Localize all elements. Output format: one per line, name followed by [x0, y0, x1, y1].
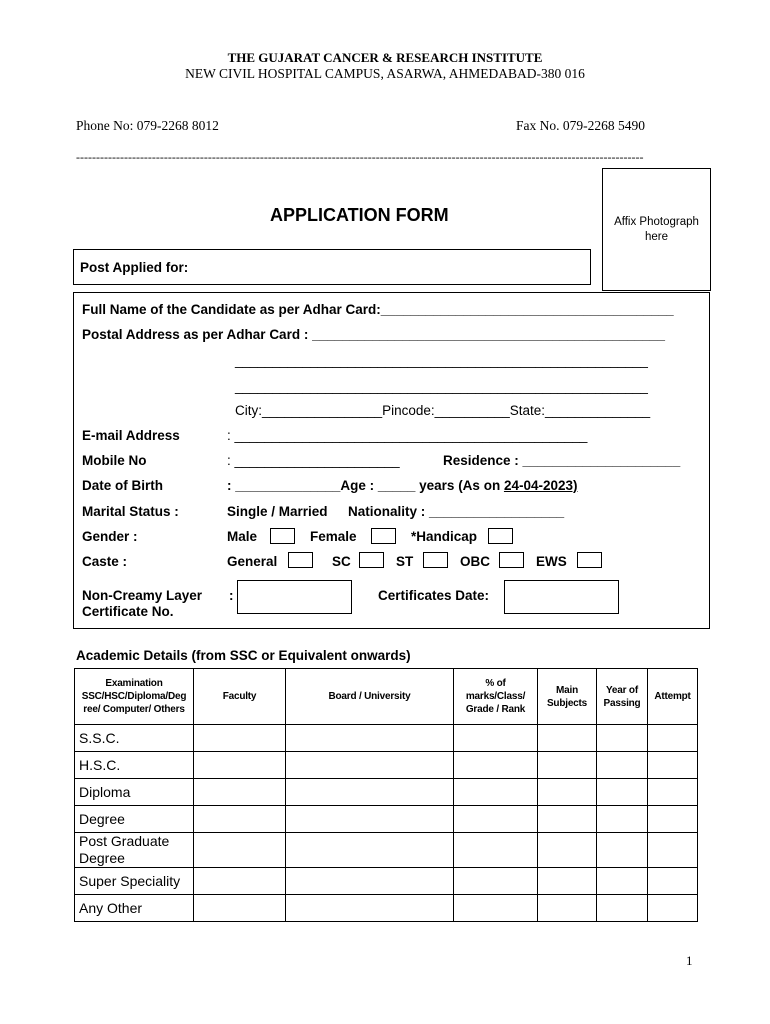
table-header-row [75, 669, 698, 725]
attempt-cell[interactable] [648, 868, 698, 895]
board-cell[interactable] [286, 895, 454, 922]
photo-label-1: Affix Photograph [614, 216, 699, 228]
row-label: S.S.C. [75, 725, 194, 752]
marks-cell[interactable] [454, 868, 538, 895]
caste-sc-checkbox[interactable] [359, 552, 384, 568]
caste-ews-label: EWS [536, 554, 567, 569]
fax-number: Fax No. 079-2268 5490 [516, 118, 645, 133]
dob-field[interactable] [227, 478, 578, 493]
attempt-cell[interactable] [648, 779, 698, 806]
faculty-cell[interactable] [194, 868, 286, 895]
table-row [75, 725, 698, 752]
year-cell[interactable] [597, 752, 648, 779]
faculty-cell[interactable] [194, 833, 286, 868]
header-marks: % of marks/Class/ Grade / Rank [454, 669, 538, 725]
email-field[interactable]: : _______________________________________________ [227, 428, 588, 443]
board-cell[interactable] [286, 725, 454, 752]
certificates-date-input[interactable] [504, 580, 619, 614]
institute-name: THE GUJARAT CANCER & RESEARCH INSTITUTE [227, 50, 543, 65]
post-applied-label: Post Applied for: [80, 260, 189, 275]
faculty-cell[interactable] [194, 779, 286, 806]
row-label: H.S.C. [75, 752, 194, 779]
year-cell[interactable] [597, 806, 648, 833]
row-label: Diploma [75, 779, 194, 806]
attempt-cell[interactable] [648, 806, 698, 833]
faculty-cell[interactable] [194, 806, 286, 833]
caste-general-label: General [227, 554, 278, 569]
city-pincode-state-field[interactable]: City:________________Pincode:__________State:______________ [235, 403, 651, 418]
marks-cell[interactable] [454, 779, 538, 806]
header-examination: Examination SSC/HSC/Diploma/Deg ree/ Computer/ Others [75, 669, 194, 725]
marital-status-label: Marital Status : [82, 504, 179, 519]
attempt-cell[interactable] [648, 752, 698, 779]
photo-label-2: here [644, 231, 669, 243]
caste-label: Caste : [82, 554, 128, 569]
table-row [75, 868, 698, 895]
gender-female-checkbox[interactable] [371, 528, 396, 544]
page-number: 1 [686, 953, 693, 968]
handicap-checkbox[interactable] [488, 528, 513, 544]
marital-status-options[interactable]: Single / Married [227, 504, 328, 519]
marks-cell[interactable] [454, 725, 538, 752]
faculty-cell[interactable] [194, 895, 286, 922]
marks-cell[interactable] [454, 752, 538, 779]
address-line-2[interactable]: _______________________________________________________ [235, 353, 648, 368]
attempt-cell[interactable] [648, 833, 698, 868]
marks-cell[interactable] [454, 895, 538, 922]
subjects-cell[interactable] [538, 779, 597, 806]
mobile-field[interactable]: : ______________________ [227, 453, 400, 468]
dob-label: Date of Birth [82, 478, 163, 493]
faculty-cell[interactable] [194, 752, 286, 779]
marks-cell[interactable] [454, 833, 538, 868]
non-creamy-colon: : [229, 588, 234, 603]
academic-details-heading: Academic Details (from SSC or Equivalent onwards) [76, 648, 411, 663]
gender-label: Gender : [82, 529, 138, 544]
gender-female-label: Female [310, 529, 357, 544]
full-name-field[interactable]: Full Name of the Candidate as per Adhar Card:_______________________________________ [82, 302, 674, 317]
caste-obc-label: OBC [460, 554, 490, 569]
caste-st-label: ST [396, 554, 414, 569]
year-cell[interactable] [597, 868, 648, 895]
row-label: Any Other [75, 895, 194, 922]
board-cell[interactable] [286, 806, 454, 833]
subjects-cell[interactable] [538, 752, 597, 779]
year-cell[interactable] [597, 779, 648, 806]
gender-male-checkbox[interactable] [270, 528, 295, 544]
caste-obc-checkbox[interactable] [499, 552, 524, 568]
caste-ews-checkbox[interactable] [577, 552, 602, 568]
board-cell[interactable] [286, 752, 454, 779]
header-board-university: Board / University [286, 669, 454, 725]
post-applied-box[interactable] [73, 249, 591, 285]
non-creamy-certificate-input[interactable] [237, 580, 352, 614]
subjects-cell[interactable] [538, 725, 597, 752]
postal-address-field[interactable]: Postal Address as per Adhar Card : _______________________________________________ [82, 327, 665, 342]
dob-age-text: : ______________Age : _____ years (As on [227, 478, 504, 493]
board-cell[interactable] [286, 868, 454, 895]
year-cell[interactable] [597, 725, 648, 752]
table-row [75, 752, 698, 779]
academic-details-table [74, 668, 698, 922]
non-creamy-label-2: Certificate No. [82, 604, 174, 619]
handicap-label: *Handicap [411, 529, 478, 544]
phone-number: Phone No: 079-2268 8012 [76, 118, 219, 133]
photo-box[interactable] [602, 168, 711, 291]
institute-address: NEW CIVIL HOSPITAL CAMPUS, ASARWA, AHMEDABAD-380 016 [185, 66, 585, 81]
email-label: E-mail Address [82, 428, 180, 443]
header-year-of-passing: Year of Passing [597, 669, 648, 725]
header-main-subjects: Main Subjects [538, 669, 597, 725]
header-attempt: Attempt [648, 669, 698, 725]
year-cell[interactable] [597, 833, 648, 868]
caste-st-checkbox[interactable] [423, 552, 448, 568]
caste-sc-label: SC [332, 554, 351, 569]
attempt-cell[interactable] [648, 895, 698, 922]
subjects-cell[interactable] [538, 806, 597, 833]
row-label: Degree [75, 806, 194, 833]
table-row [75, 895, 698, 922]
year-cell[interactable] [597, 895, 648, 922]
board-cell[interactable] [286, 779, 454, 806]
table-row [75, 806, 698, 833]
table-row [75, 779, 698, 806]
attempt-cell[interactable] [648, 725, 698, 752]
subjects-cell[interactable] [538, 868, 597, 895]
board-cell[interactable] [286, 833, 454, 868]
subjects-cell[interactable] [538, 833, 597, 868]
mobile-label: Mobile No [82, 453, 147, 468]
row-label: Super Speciality [75, 868, 194, 895]
table-row [75, 833, 698, 868]
form-title: APPLICATION FORM [270, 205, 449, 225]
gender-male-label: Male [227, 529, 258, 544]
faculty-cell[interactable] [194, 725, 286, 752]
header-faculty: Faculty [194, 669, 286, 725]
subjects-cell[interactable] [538, 895, 597, 922]
residence-field[interactable]: Residence : _____________________ [443, 453, 681, 468]
non-creamy-label-1: Non-Creamy Layer [82, 588, 203, 603]
certificates-date-label: Certificates Date: [378, 588, 490, 603]
address-line-3[interactable]: _______________________________________________________ [235, 379, 648, 394]
marks-cell[interactable] [454, 806, 538, 833]
caste-general-checkbox[interactable] [288, 552, 313, 568]
dob-reference-date: 24-04-2023) [503, 478, 578, 493]
nationality-field[interactable]: Nationality : __________________ [348, 504, 565, 519]
header-divider: ---------------------------------------------------------------------------------------------------------------------------------------------- [76, 150, 644, 164]
row-label: Post Graduate Degree [75, 833, 194, 868]
